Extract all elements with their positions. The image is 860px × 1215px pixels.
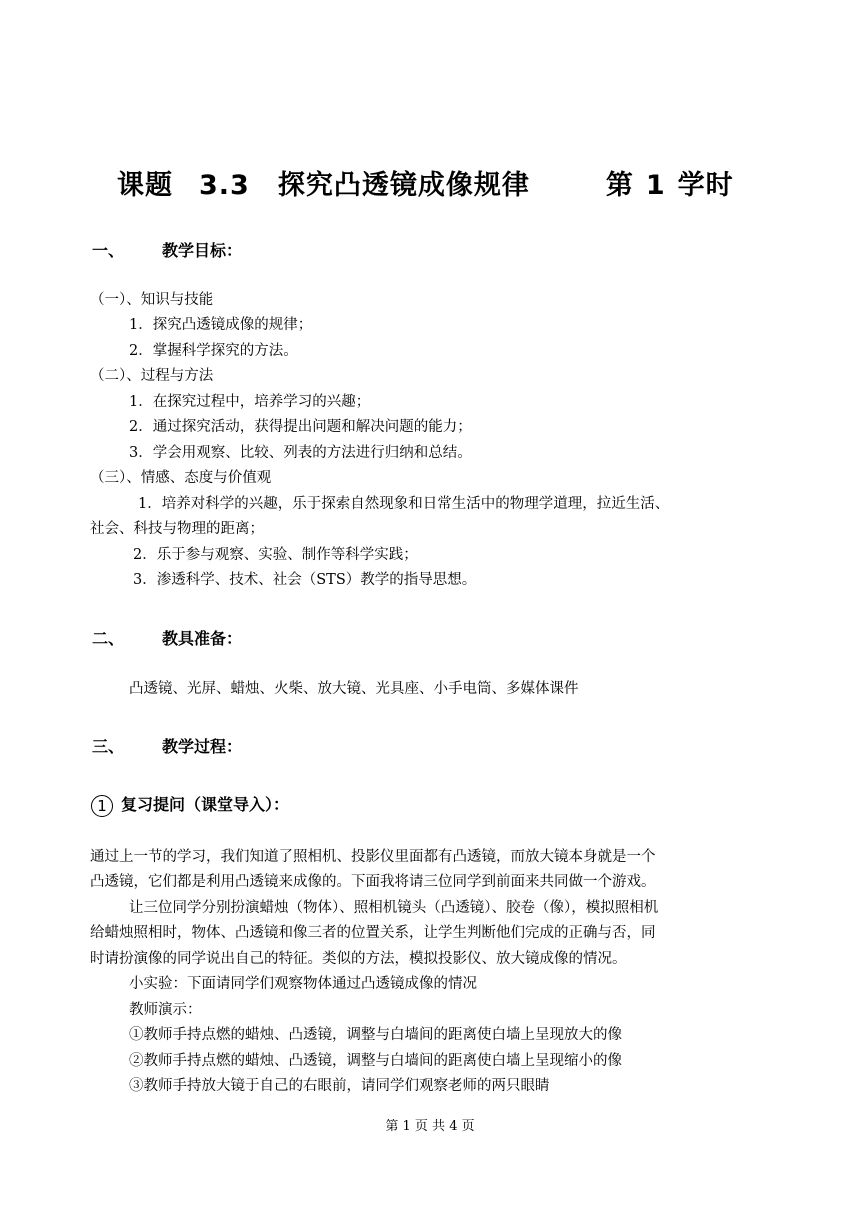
- circled-number: 1: [91, 795, 113, 817]
- body-line: 给蜡烛照相时，物体、凸透镜和像三者的位置关系，让学生判断他们完成的正确与否，同: [90, 925, 656, 941]
- goal-item: 3．渗透科学、技术、社会（STS）教学的指导思想。: [133, 572, 477, 588]
- goal-item: 2．通过探究活动，获得提出问题和解决问题的能力；: [129, 419, 472, 435]
- page-footer: 第 1 页 共 4 页: [385, 1119, 475, 1134]
- goal-item: 2．乐于参与观察、实验、制作等科学实践；: [133, 547, 418, 563]
- body-line: ②教师手持点燃的蜡烛、凸透镜，调整与白墙间的距离使白墙上呈现缩小的像: [129, 1053, 622, 1069]
- goal-item: 1．培养对科学的兴趣，乐于探索自然现象和日常生活中的物理学道理，拉近生活、: [138, 496, 670, 512]
- section-heading-tools: [92, 626, 242, 649]
- title-period-num: 1: [645, 170, 666, 201]
- section-heading-process: [92, 734, 242, 757]
- body-line: ③教师手持放大镜于自己的右眼前，请同学们观察老师的两只眼睛: [129, 1078, 550, 1094]
- title-number: 3.3: [199, 170, 250, 201]
- goal-item: 1．探究凸透镜成像的规律；: [129, 317, 313, 333]
- body-line: 教师演示：: [129, 1002, 202, 1018]
- section-number: 二、: [92, 629, 125, 648]
- title-period-prefix: 第: [605, 170, 634, 201]
- section-number: 三、: [92, 737, 125, 756]
- goal-item-continued: 社会、科技与物理的距离；: [90, 521, 264, 537]
- step-title: 复习提问（课堂导入）：: [121, 795, 290, 814]
- goal-heading: （二）、过程与方法: [90, 368, 214, 384]
- body-line: 让三位同学分别扮演蜡烛（物体）、照相机镜头（凸透镜）、胶卷（像），模拟照相机: [129, 900, 659, 916]
- section-title: 教学目标：: [162, 241, 243, 260]
- section-number: 一、: [92, 241, 125, 260]
- step-heading: [91, 792, 289, 817]
- tools-list: 凸透镜、光屏、蜡烛、火柴、放大镜、光具座、小手电筒、多媒体课件: [129, 681, 579, 697]
- body-line: ①教师手持点燃的蜡烛、凸透镜，调整与白墙间的距离使白墙上呈现放大的像: [129, 1027, 622, 1043]
- body-line: 时请扮演像的同学说出自己的特征。类似的方法，模拟投影仪、放大镜成像的情况。: [90, 951, 627, 967]
- section-title: 教具准备：: [162, 629, 243, 648]
- goal-item: 3．学会用观察、比较、列表的方法进行归纳和总结。: [129, 445, 472, 461]
- section-heading-goals: [92, 238, 242, 261]
- title-topic: 探究凸透镜成像规律: [277, 170, 530, 201]
- section-title: 教学过程：: [162, 737, 243, 756]
- goal-item: 1．在探究过程中，培养学习的兴趣；: [129, 394, 371, 410]
- body-line: 通过上一节的学习，我们知道了照相机、投影仪里面都有凸透镜，而放大镜本身就是一个: [90, 849, 656, 865]
- title-label: 课题: [117, 170, 173, 201]
- page-title: [117, 163, 757, 202]
- goal-item: 2．掌握科学探究的方法。: [129, 343, 298, 359]
- body-line: 凸透镜，它们都是利用凸透镜来成像的。下面我将请三位同学到前面来共同做一个游戏。: [90, 874, 656, 890]
- title-period-suffix: 学时: [677, 170, 734, 201]
- goal-heading: （三）、情感、态度与价值观: [90, 470, 272, 486]
- goal-heading: （一）、知识与技能: [90, 292, 214, 308]
- body-line: 小实验：下面请同学们观察物体通过凸透镜成像的情况: [129, 976, 477, 992]
